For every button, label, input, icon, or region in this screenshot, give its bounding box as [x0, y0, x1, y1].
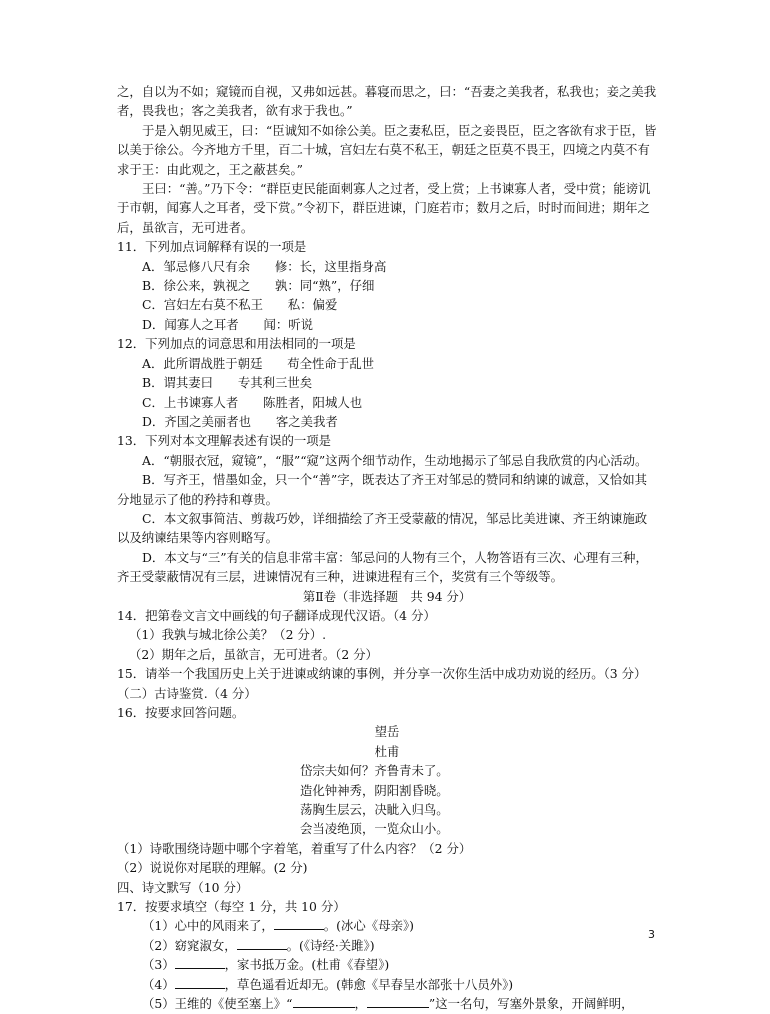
question-16-item-2: （2）说说你对尾联的理解。(2 分) [117, 860, 308, 876]
fill-item-2: （2）窈窕淑女， 。(《诗经·关雎》) [142, 937, 375, 953]
question-16-stem: 16．按要求回答问题。 [117, 705, 245, 720]
question-11-option-a: A．邹忌修八尺有余 修：长，这里指身高 [142, 258, 387, 274]
question-14-item-1: （1）我孰与城北徐公美？（2 分）. [129, 627, 327, 643]
poem-title: 望岳 [374, 724, 400, 740]
poem-line-4: 会当凌绝顶，一览众山小。 [300, 821, 449, 837]
poem-line-3: 荡胸生层云，决眦入归鸟。 [300, 802, 449, 818]
passage-paragraph-1: 之，自以为不如；窥镜而自视，又弗如远甚。暮寝而思之，曰：“吾妻之美我者，私我也；妾之美我者，畏我也；客之美我者，欲有求于我也。” [117, 84, 657, 119]
answer-blank [237, 937, 287, 950]
question-12-stem: 12．下列加点的词意思和用法相同的一项是 [117, 336, 356, 352]
question-11-option-b: B．徐公来，孰视之 孰：同“熟”，仔细 [142, 278, 375, 294]
question-14-stem: 14．把第卷文言文中画线的句子翻译成现代汉语。（4 分） [117, 607, 436, 623]
section-2-title: 第Ⅱ卷（非选择题 共 94 分） [302, 588, 472, 604]
answer-blank [175, 976, 225, 989]
fill-item-3: （3） ，家书抵万金。(杜甫《春望》) [142, 957, 390, 973]
page-content [117, 82, 657, 1014]
question-12-option-a: A．此所谓战胜于朝廷 苟全性命于乱世 [142, 355, 374, 371]
question-17-stem: 17．按要求填空（每空 1 分，共 10 分） [117, 899, 346, 915]
question-12-option-b: B．谓其妻曰 专其利三世矣 [142, 375, 313, 391]
question-16-item-1: （1）诗歌围绕诗题中哪个字着笔，着重写了什么内容？（2 分） [117, 840, 472, 856]
question-11-stem: 11．下列加点词解释有误的一项是 [117, 239, 307, 255]
fill-item-5: （5）王维的《使至塞上》“ ， ”这一名句，写塞外景象，开阔鲜明， [142, 996, 634, 1012]
question-13-stem: 13．下列对本文理解表述有误的一项是 [117, 433, 332, 449]
part-4-heading: 四、诗文默写（10 分） [117, 879, 249, 895]
question-13-option-b: B．写齐王，惜墨如金，只一个“善”字，既表达了齐王对邹忌的赞同和纳谏的诚意，又恰如其分地显示了他的矜持和尊贵。 [117, 472, 648, 507]
part-2-heading: （二）古诗鉴赏.（4 分） [117, 685, 257, 701]
page-number: 3 [648, 928, 655, 941]
fill-item-4: （4） ，草色遥看近却无。(韩愈《早春呈水部张十八员外》) [142, 976, 514, 992]
answer-blank [175, 956, 225, 969]
fill-item-1: （1）心中的风雨来了， 。(冰心《母亲》) [142, 918, 414, 934]
poem-line-2: 造化钟神秀，阴阳割昏晓。 [300, 782, 449, 798]
answer-blank [274, 917, 324, 930]
question-11-option-d: D．闻寡人之耳者 闻：听说 [142, 316, 314, 332]
poem-author: 杜甫 [374, 743, 400, 759]
passage-paragraph-3: 王曰：“善。”乃下令：“群臣吏民能面刺寡人之过者，受上赏；上书谏寡人者，受中赏；能谤讥于市朝，闻寡人之耳者，受下赏。”令初下，群臣进谏，门庭若市；数月之后，时时而间进；期年之后，虽欲言，无可进者。 [117, 181, 651, 235]
answer-blank [367, 995, 429, 1008]
question-12-option-c: C．上书谏寡人者 陈胜者，阳城人也 [142, 394, 363, 410]
passage-paragraph-2: 于是入朝见威王，曰：“臣诚知不如徐公美。臣之妻私臣，臣之妾畏臣，臣之客欲有求于臣，皆以美于徐公。今齐地方千里，百二十城，宫妇左右莫不私王，朝廷之臣莫不畏王，四境之内莫不有求于王：由此观之，王之蔽甚矣。” [117, 122, 657, 177]
poem-line-1: 岱宗夫如何？齐鲁青未了。 [300, 763, 449, 779]
question-15: 15．请举一个我国历史上关于进谏或纳谏的事例，并分享一次你生活中成功劝说的经历。（3 分） [117, 666, 647, 682]
question-11-option-c: C．宫妇左右莫不私王 私：偏爱 [142, 297, 338, 313]
question-12-option-d: D．齐国之美丽者也 客之美我者 [142, 413, 338, 429]
question-13-option-c: C．本文叙事简洁、剪裁巧妙，详细描绘了齐王受蒙蔽的情况，邹忌比美进谏、齐王纳谏施政以及纳谏结果等内容则略写。 [117, 510, 648, 546]
answer-blank [293, 995, 355, 1008]
question-14-item-2: （2）期年之后，虽欲言，无可进者。（2 分） [129, 646, 378, 662]
question-13-option-a: A．“朝服衣冠，窥镜”，“服”“窥”这两个细节动作，生动地揭示了邹忌自我欣赏的内心活动。 [142, 452, 648, 468]
question-13-option-d: D．本文与“三”有关的信息非常丰富：邹忌问的人物有三个，人物答语有三次、心理有三种，齐王受蒙蔽情况有三层，进谏情况有三种，进谏进程有三个，奖赏有三个等级等。 [117, 549, 648, 585]
